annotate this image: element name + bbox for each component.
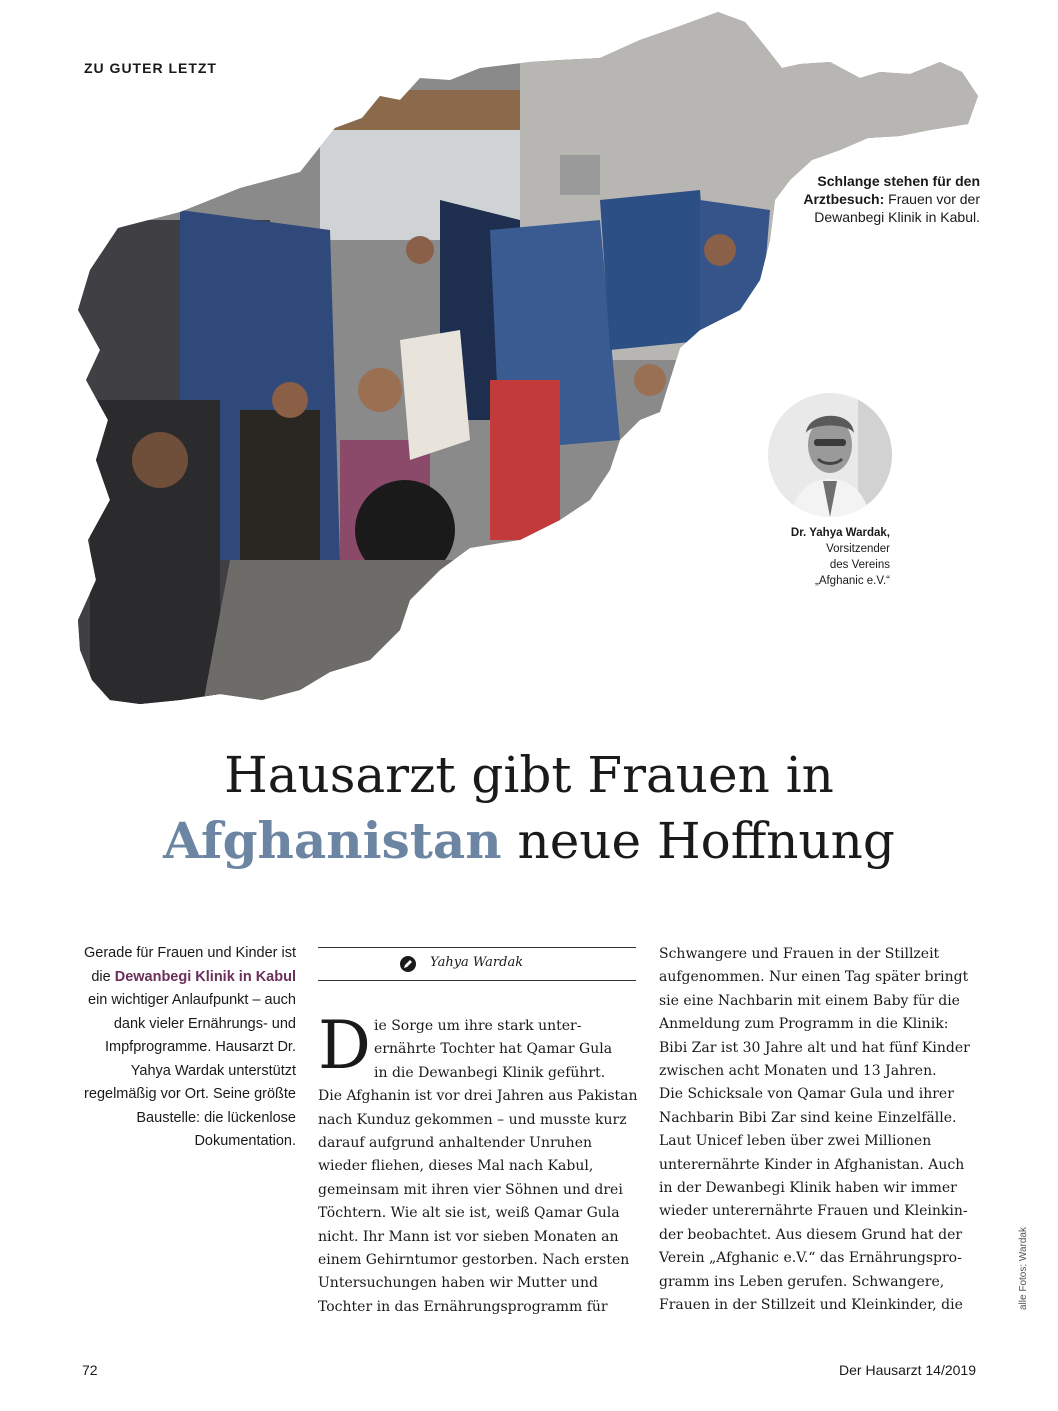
page-title (60, 742, 998, 874)
article-line: einem Gehirntumor gestorben. Nach ersten (318, 1252, 630, 1269)
article-line: gramm ins Leben gerufen. Schwangere, (659, 1273, 945, 1290)
article-line: ernährte Tochter hat Qamar Gula (374, 1041, 613, 1058)
pen-icon (400, 956, 416, 972)
article-line: ie Sorge um ihre stark unter- (374, 1018, 582, 1034)
article-line: in der Dewanbegi Klinik haben wir immer (659, 1180, 957, 1197)
author-byline (318, 947, 636, 981)
article-line: nicht. Ihr Mann ist vor sieben Monaten an (318, 1228, 619, 1245)
article-line: Tochter in das Ernährungsprogramm für (318, 1298, 608, 1315)
article-column-1 (318, 1007, 638, 1319)
headline-line2: neue Hoffnung (501, 812, 895, 870)
teaser-part2: ein wichtiger Anlaufpunkt – auch dank vieler Ernährungs- und Impfprogramme. Hausarzt Dr. Yahya Wardak unterstützt regelmäßig vor Ort. Seine größte Baustelle: die lückenlose Dokumentation. (84, 992, 296, 1149)
section-label: ZU GUTER LETZT (84, 60, 217, 76)
article-line: zwischen acht Monaten und 13 Jahren. (659, 1063, 937, 1080)
teaser-part1: Gerade für Frauen und Kinder ist die (84, 945, 296, 985)
article-line: sie eine Nachbarin mit einem Baby für die (659, 992, 960, 1009)
article-line: nach Kunduz gekommen – und musste kurz (318, 1111, 627, 1128)
article-line: wieder fliehen, dieses Mal nach Kabul, (318, 1158, 594, 1175)
photo-caption-text: Frauen vor der Dewanbegi Klinik in Kabul. (814, 191, 980, 225)
article-line: Schwangere und Frauen in der Stillzeit (659, 946, 940, 962)
article-line: Bibi Zar ist 30 Jahre alt und hat fünf Kinder (659, 1039, 970, 1056)
dropcap: D (318, 1007, 371, 1084)
author-name: Yahya Wardak (430, 955, 524, 970)
portrait-caption-line: „Afghanic e.V.“ (814, 575, 890, 587)
article-line: aufgenommen. Nur einen Tag später bringt (659, 969, 969, 986)
portrait-caption-line: Vorsitzender (826, 543, 890, 555)
article-line: Verein „Afghanic e.V.“ das Ernährungspro- (659, 1250, 962, 1267)
portrait-caption-name: Dr. Yahya Wardak, (790, 527, 890, 539)
article-line: Nachbarin Bibi Zar sind keine Einzelfälle. (659, 1109, 957, 1126)
teaser-text (78, 942, 296, 1154)
article-line: darauf aufgrund anhaltender Unruhen (318, 1135, 593, 1152)
article-line: der beobachtet. Aus diesem Grund hat der (659, 1226, 963, 1243)
teaser-highlight: Dewanbegi Klinik in Kabul (114, 968, 296, 985)
article-line: unterernährte Kinder in Afghanistan. Auch (659, 1156, 965, 1173)
portrait-caption (740, 525, 890, 589)
article-line: Die Afghanin ist vor drei Jahren aus Pakistan (318, 1088, 638, 1105)
photo-caption-bold: Schlange stehen für den Arztbesuch: (803, 173, 980, 207)
article-line: Töchtern. Wie alt sie ist, weiß Qamar Gula (318, 1205, 620, 1222)
article-column-2 (659, 943, 979, 1318)
photo-caption (770, 172, 980, 226)
article-line: gemeinsam mit ihren vier Söhnen und drei (318, 1181, 623, 1198)
article-line: Untersuchungen haben wir Mutter und (318, 1275, 598, 1292)
article-line: wieder unterernährte Frauen und Kleinkin- (659, 1203, 968, 1220)
portrait-photo (768, 393, 892, 517)
article-line: Laut Unicef leben über zwei Millionen (659, 1133, 932, 1150)
article-line: Frauen in der Stillzeit und Kleinkinder, die (659, 1297, 963, 1314)
headline-line1: Hausarzt gibt Frauen in (224, 746, 834, 804)
article-line: Anmeldung zum Programm in die Klinik: (659, 1016, 949, 1033)
headline-accent: Afghanistan (163, 811, 502, 870)
article-line: in die Dewanbegi Klinik geführt. (374, 1064, 606, 1081)
portrait-caption-line: des Vereins (829, 559, 890, 571)
page-number: 72 (82, 1362, 98, 1378)
journal-issue: Der Hausarzt 14/2019 (839, 1362, 976, 1378)
article-line: Die Schicksale von Qamar Gula und ihrer (659, 1086, 954, 1103)
photo-credit: alle Fotos: Wardak (1018, 1227, 1029, 1310)
